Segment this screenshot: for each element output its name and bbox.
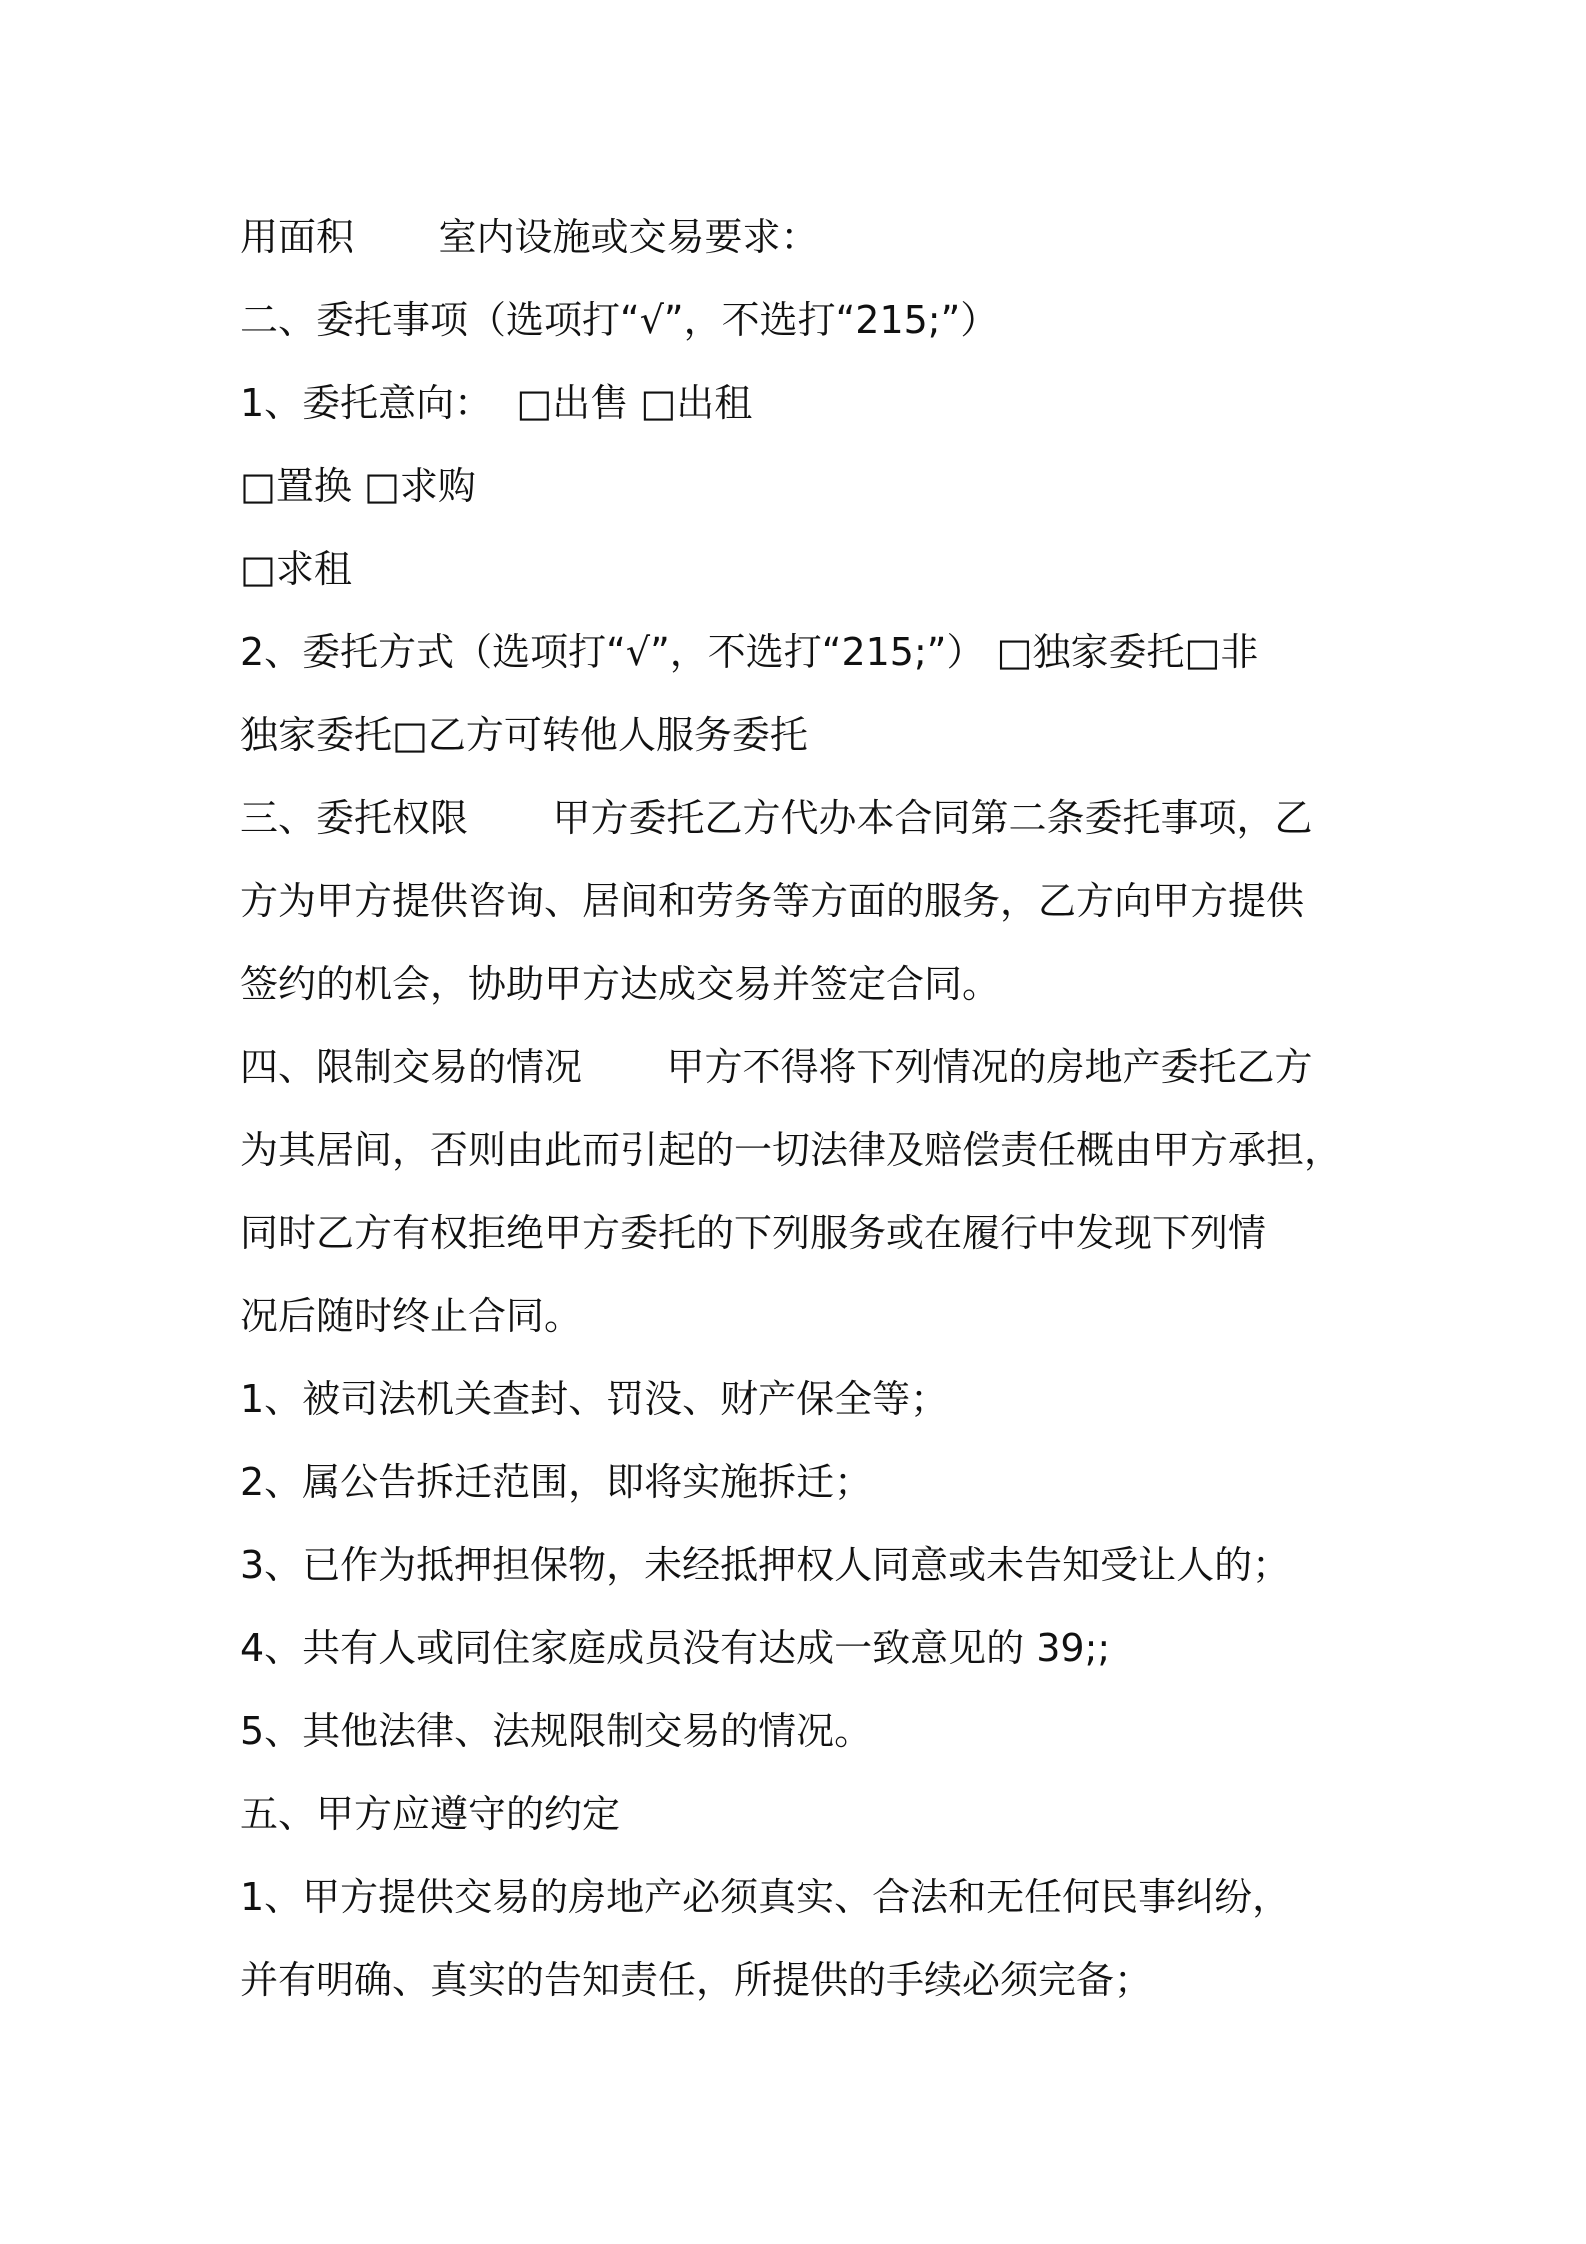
clause-2-2-method: 2、委托方式（选项打“√”，不选打“215;”） □独家委托□非 <box>240 630 1259 674</box>
section-3-text-2: 签约的机会，协助甲方达成交易并签定合同。 <box>240 962 1001 1006</box>
section-2-heading: 二、委托事项（选项打“√”，不选打“215;”） <box>240 298 999 342</box>
clause-4-2: 2、属公告拆迁范围，即将实施拆迁； <box>240 1460 873 1504</box>
text-line-area-and-requirements: 用面积 室内设施或交易要求： <box>240 215 819 259</box>
clause-5-1: 1、甲方提供交易的房地产必须真实、合法和无任何民事纠纷， <box>240 1875 1291 1919</box>
section-5-heading: 五、甲方应遵守的约定 <box>240 1792 621 1836</box>
clause-2-1-intent-options-cont: □求租 <box>240 547 352 591</box>
section-3-heading: 三、委托权限 甲方委托乙方代办本合同第二条委托事项，乙 <box>240 796 1313 840</box>
section-4-text-2: 同时乙方有权拒绝甲方委托的下列服务或在履行中发现下列情 <box>240 1211 1267 1255</box>
clause-5-1-cont: 并有明确、真实的告知责任，所提供的手续必须完备； <box>240 1958 1153 2002</box>
section-4-text-3: 况后随时终止合同。 <box>240 1294 583 1338</box>
clause-4-4: 4、共有人或同住家庭成员没有达成一致意见的 39;; <box>240 1626 1111 1670</box>
clause-2-2-method-cont: 独家委托□乙方可转他人服务委托 <box>240 713 808 757</box>
section-3-text-1: 方为甲方提供咨询、居间和劳务等方面的服务，乙方向甲方提供 <box>240 879 1305 923</box>
clause-2-1-intent: 1、委托意向： □出售 □出租 <box>240 381 753 425</box>
clause-4-3: 3、已作为抵押担保物，未经抵押权人同意或未告知受让人的； <box>240 1543 1291 1587</box>
section-4-heading: 四、限制交易的情况 甲方不得将下列情况的房地产委托乙方 <box>240 1045 1313 1089</box>
section-4-text-1: 为其居间，否则由此而引起的一切法律及赔偿责任概由甲方承担， <box>240 1128 1343 1172</box>
document-body <box>240 196 1370 2022</box>
clause-4-5: 5、其他法律、法规限制交易的情况。 <box>240 1709 873 1753</box>
clause-2-1-intent-options: □置换 □求购 <box>240 464 476 508</box>
clause-4-1: 1、被司法机关查封、罚没、财产保全等； <box>240 1377 949 1421</box>
